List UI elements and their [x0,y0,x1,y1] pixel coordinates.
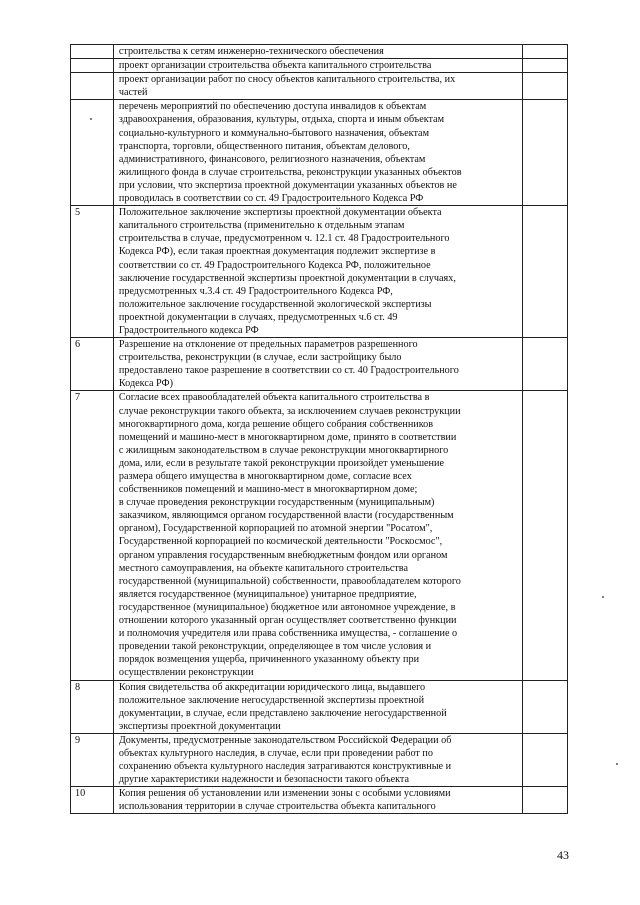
page-number: 43 [557,848,569,862]
table-row [71,73,568,100]
table-row [71,100,568,206]
requirements-table [70,44,568,814]
table-row [71,391,568,680]
empty-cell [523,59,568,73]
row-number: 7 [71,391,114,680]
empty-cell [523,206,568,338]
row-text: Документы, предусмотренные законодательством Российской Федерации об объектах культурного наследия, в случае, если при проведении работ по сохранению объекта культурного наследия затрагиваются конструктивные и другие характеристики надежности и безопасности такого объекта [113,733,522,786]
table-row [71,733,568,786]
table-row [71,45,568,59]
empty-cell [523,338,568,391]
row-text: Положительное заключение экспертизы проектной документации объекта капитального строительства (применительно к отдельным этапам строительства в случае, предусмотренном ч. 12.1 ст. 48 Градостроительного Кодекса РФ), если такая проектная документация подлежит экспертизе в соответствии со ст. 49 Градостроительного Кодекса РФ, положительное заключение государственной экспертизы проектной документации в случаях, предусмотренных ч.3.4 ст. 49 Градостроительного Кодекса РФ, положительное заключение государственной экологической экспертизы проектной документации в случаях, предусмотренных ч.6 ст. 49 Градостроительного кодекса РФ [113,206,522,338]
row-number [71,59,114,73]
empty-cell [523,391,568,680]
row-text: Согласие всех правообладателей объекта капитального строительства в случае реконструкции такого объекта, за исключением случаев реконструкции многоквартирного дома, когда решение общего собрания собственников помещений и машино-мест в многоквартирном доме, принято в соответствии с жилищным законодательством в случае реконструкции многоквартирного дома, или, если в результате такой реконструкции произойдет уменьшение размера общего имущества в многоквартирном доме, согласие всех собственников помещений и машино-мест в многоквартирном доме; в случае проведения реконструкции государственным (муниципальным) заказчиком, являющимся органом государственной власти (государственным органом), Государственной корпорацией по атомной энергии "Росатом", Государственной корпорацией по космической деятельности "Роскосмос", органом управления государственным внебюджетным фондом или органом местного самоуправления, на объекте капитального строительства государственной (муниципальной) собственности, правообладателем которого является государственное (муниципальное) унитарное предприятие, государственное (муниципальное) бюджетное или автономное учреждение, в отношении которого указанный орган осуществляет соответственно функции и полномочия учредителя или права собственника имущества, - соглашение о проведении такой реконструкции, определяющее в том числе условия и порядок возмещения ущерба, причиненного указанному объекту при осуществлении реконструкции [113,391,522,680]
row-number [71,73,114,100]
scan-speck [90,118,92,120]
row-text: перечень мероприятий по обеспечению доступа инвалидов к объектам здравоохранения, образования, культуры, отдыха, спорта и иным объектам социально-культурного и коммунально-бытового назначения, объектам транспорта, торговли, общественного питания, объектам делового, административного, финансового, религиозного назначения, объектам жилищного фонда в случае строительства, реконструкции указанных объектов при условии, что экспертиза проектной документации указанных объектов не проводилась в соответствии со ст. 49 Градостроительного Кодекса РФ [113,100,522,206]
row-text: Копия решения об установлении или изменении зоны с особыми условиями использования территории в случае строительства объекта капитального [113,787,522,814]
row-number: 8 [71,680,114,733]
row-text: проект организации строительства объекта капитального строительства [113,59,522,73]
row-number: 5 [71,206,114,338]
table-row [71,59,568,73]
empty-cell [523,787,568,814]
empty-cell [523,45,568,59]
row-number: 6 [71,338,114,391]
row-number: 10 [71,787,114,814]
table-row [71,338,568,391]
scan-speck [616,763,618,765]
table-row [71,787,568,814]
row-number: 9 [71,733,114,786]
scan-speck [602,596,604,598]
empty-cell [523,73,568,100]
table-row [71,680,568,733]
row-number [71,100,114,206]
row-text: Разрешение на отклонение от предельных параметров разрешенного строительства, реконструкции (в случае, если застройщику было предоставлено такое разрешение в соответствии со ст. 40 Градостроительного Кодекса РФ) [113,338,522,391]
empty-cell [523,100,568,206]
row-text: Копия свидетельства об аккредитации юридического лица, выдавшего положительное заключение негосударственной экспертизы проектной документации, в случае, если представлено заключение негосударственной экспертизы проектной документации [113,680,522,733]
empty-cell [523,680,568,733]
row-text: строительства к сетям инженерно-технического обеспечения [113,45,522,59]
table-row [71,206,568,338]
row-number [71,45,114,59]
empty-cell [523,733,568,786]
row-text: проект организации работ по сносу объектов капитального строительства, их частей [113,73,522,100]
